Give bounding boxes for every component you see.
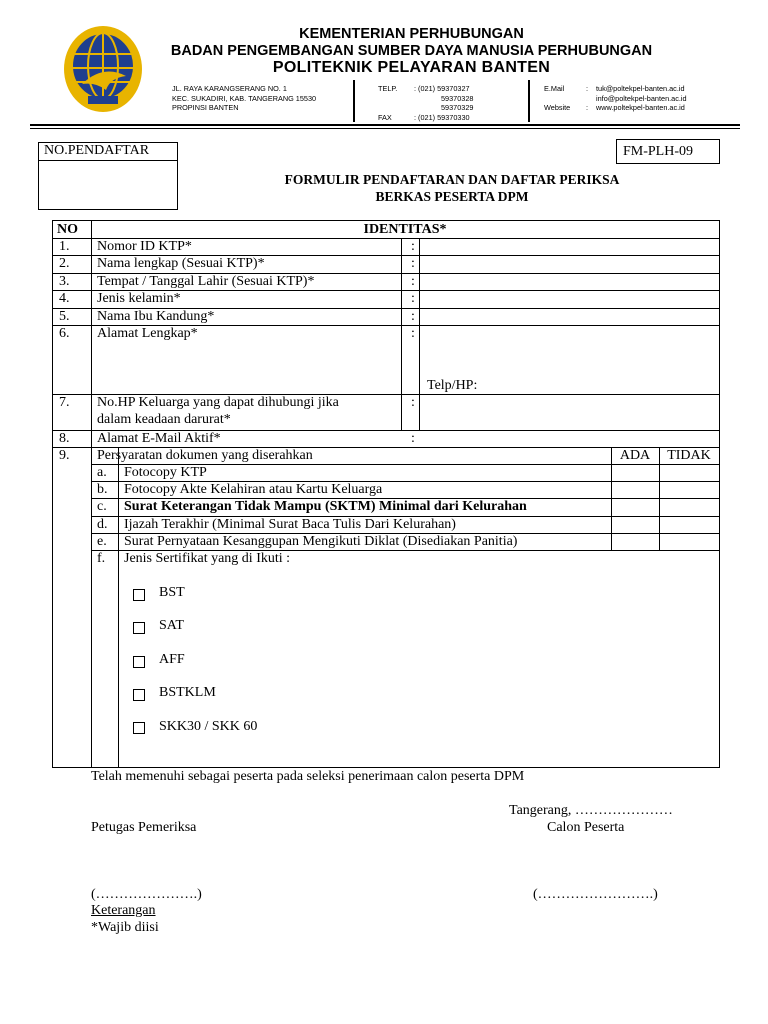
website-colon: : bbox=[586, 103, 589, 113]
col-line bbox=[419, 238, 420, 430]
field-label: Alamat Lengkap* bbox=[97, 326, 198, 341]
col-line bbox=[118, 447, 119, 767]
row-number: 2. bbox=[59, 256, 70, 271]
row-number: 9. bbox=[59, 448, 70, 463]
field-colon: : bbox=[411, 309, 415, 324]
registration-table bbox=[52, 220, 720, 768]
doc-letter: f. bbox=[97, 551, 106, 566]
field-colon: : bbox=[411, 431, 415, 446]
doc-letter: b. bbox=[97, 482, 108, 497]
checkbox-label-skk: SKK30 / SKK 60 bbox=[159, 719, 258, 734]
doc-letter: a. bbox=[97, 465, 107, 480]
checkbox-sat[interactable] bbox=[133, 622, 145, 634]
header-agency: BADAN PENGEMBANGAN SUMBER DAYA MANUSIA PERHUBUNGAN bbox=[170, 43, 653, 59]
fax-label: FAX bbox=[378, 112, 392, 122]
row-number: 7. bbox=[59, 395, 70, 410]
field-label-cont: dalam keadaan darurat* bbox=[97, 412, 231, 427]
doc-letter: e. bbox=[97, 534, 107, 549]
field-colon: : bbox=[411, 239, 415, 254]
checkbox-label-sat: SAT bbox=[159, 618, 184, 633]
telp-number: : (021) 59370327 bbox=[414, 84, 470, 93]
header-ministry: KEMENTERIAN PERHUBUNGAN bbox=[299, 26, 524, 42]
col-header-identitas: IDENTITAS* bbox=[363, 222, 447, 237]
field-colon: : bbox=[411, 256, 415, 271]
checkbox-bstklm[interactable] bbox=[133, 689, 145, 701]
col-header-tidak: TIDAK bbox=[667, 448, 711, 463]
field-label: Nama lengkap (Sesuai KTP)* bbox=[97, 256, 265, 271]
telp-label: TELP. bbox=[378, 84, 398, 93]
address-line: PROPINSI BANTEN bbox=[172, 103, 239, 113]
form-title-line1: FORMULIR PENDAFTARAN DAN DAFTAR PERIKSA bbox=[284, 172, 620, 187]
field-label: Tempat / Tanggal Lahir (Sesuai KTP)* bbox=[97, 274, 315, 289]
keterangan-label: Keterangan bbox=[91, 903, 156, 918]
signature-right: (…………………….) bbox=[533, 887, 658, 902]
col-header-no: NO bbox=[57, 222, 78, 237]
email-address: tuk@poltekpel-banten.ac.id bbox=[596, 84, 685, 93]
place-date: Tangerang, ………………… bbox=[509, 803, 673, 818]
row-number: 6. bbox=[59, 326, 70, 341]
form-code: FM-PLH-09 bbox=[616, 139, 720, 164]
signature-left: (………………….) bbox=[91, 887, 202, 902]
telp-number: 59370328 bbox=[441, 93, 474, 103]
row-number: 4. bbox=[59, 291, 70, 306]
doc-text: Fotocopy Akte Kelahiran atau Kartu Keluarga bbox=[124, 482, 383, 497]
field-colon: : bbox=[411, 291, 415, 306]
checkbox-bst[interactable] bbox=[133, 589, 145, 601]
website-address: www.poltekpel-banten.ac.id bbox=[596, 103, 685, 113]
calon-label: Calon Peserta bbox=[547, 820, 625, 835]
wajib-note: *Wajib diisi bbox=[91, 920, 159, 935]
row-number: 1. bbox=[59, 239, 70, 254]
col-line bbox=[91, 221, 92, 767]
header-divider bbox=[353, 80, 355, 122]
col-header-ada: ADA bbox=[619, 448, 651, 463]
doc-text: Ijazah Terakhir (Minimal Surat Baca Tulis Dari Kelurahan) bbox=[124, 517, 456, 532]
field-label: Nomor ID KTP* bbox=[97, 239, 192, 254]
website-label: Website bbox=[544, 103, 571, 113]
field-label: Alamat E-Mail Aktif* bbox=[97, 431, 221, 446]
field-label: Jenis kelamin* bbox=[97, 291, 181, 306]
doc-text: Jenis Sertifikat yang di Ikuti : bbox=[124, 551, 291, 566]
doc-text: Fotocopy KTP bbox=[124, 465, 207, 480]
header-institution: POLITEKNIK PELAYARAN BANTEN bbox=[272, 59, 551, 76]
telp-number: 59370329 bbox=[441, 103, 474, 113]
field-colon: : bbox=[411, 395, 415, 410]
statement: Telah memenuhi sebagai peserta pada seleksi penerimaan calon peserta DPM bbox=[91, 769, 525, 784]
row-number: 3. bbox=[59, 274, 70, 289]
doc-text: Surat Pernyataan Kesanggupan Mengikuti Diklat (Disediakan Panitia) bbox=[124, 534, 518, 549]
address-line: KEC. SUKADIRI, KAB. TANGERANG 15530 bbox=[172, 93, 317, 103]
field-colon: : bbox=[411, 274, 415, 289]
checkbox-label-bst: BST bbox=[159, 585, 185, 600]
field-label: No.HP Keluarga yang dapat dihubungi jika bbox=[97, 395, 339, 410]
no-pendaftar-label: NO.PENDAFTAR bbox=[39, 143, 177, 161]
doc-letter: d. bbox=[97, 517, 108, 532]
address-line: JL. RAYA KARANGSERANG NO. 1 bbox=[172, 84, 287, 93]
field-colon: : bbox=[411, 326, 415, 341]
field-label: Nama Ibu Kandung* bbox=[97, 309, 215, 324]
form-title-line2: BERKAS PESERTA DPM bbox=[375, 189, 529, 204]
email-label: E.Mail bbox=[544, 84, 565, 93]
header-rule bbox=[30, 124, 740, 126]
row-number: 8. bbox=[59, 431, 70, 446]
col-line bbox=[401, 238, 402, 430]
doc-text: Surat Keterangan Tidak Mampu (SKTM) Minimal dari Kelurahan bbox=[124, 499, 527, 514]
checkbox-label-bstklm: BSTKLM bbox=[159, 685, 216, 700]
checkbox-label-aff: AFF bbox=[159, 652, 185, 667]
email-address: info@poltekpel-banten.ac.id bbox=[596, 93, 687, 103]
row-number: 5. bbox=[59, 309, 70, 324]
telp-values bbox=[414, 84, 473, 122]
checkbox-skk[interactable] bbox=[133, 722, 145, 734]
petugas-label: Petugas Pemeriksa bbox=[91, 820, 197, 835]
header-divider bbox=[528, 80, 530, 122]
fax-number: : (021) 59370330 bbox=[414, 112, 470, 122]
documents-label: Persyaratan dokumen yang diserahkan bbox=[97, 448, 313, 463]
telp-hp-label: Telp/HP: bbox=[427, 378, 478, 393]
email-colon: : bbox=[586, 84, 589, 93]
doc-letter: c. bbox=[97, 499, 107, 514]
checkbox-aff[interactable] bbox=[133, 656, 145, 668]
header-rule-thin bbox=[30, 128, 740, 129]
email-values bbox=[596, 84, 687, 113]
address-block bbox=[172, 84, 316, 113]
